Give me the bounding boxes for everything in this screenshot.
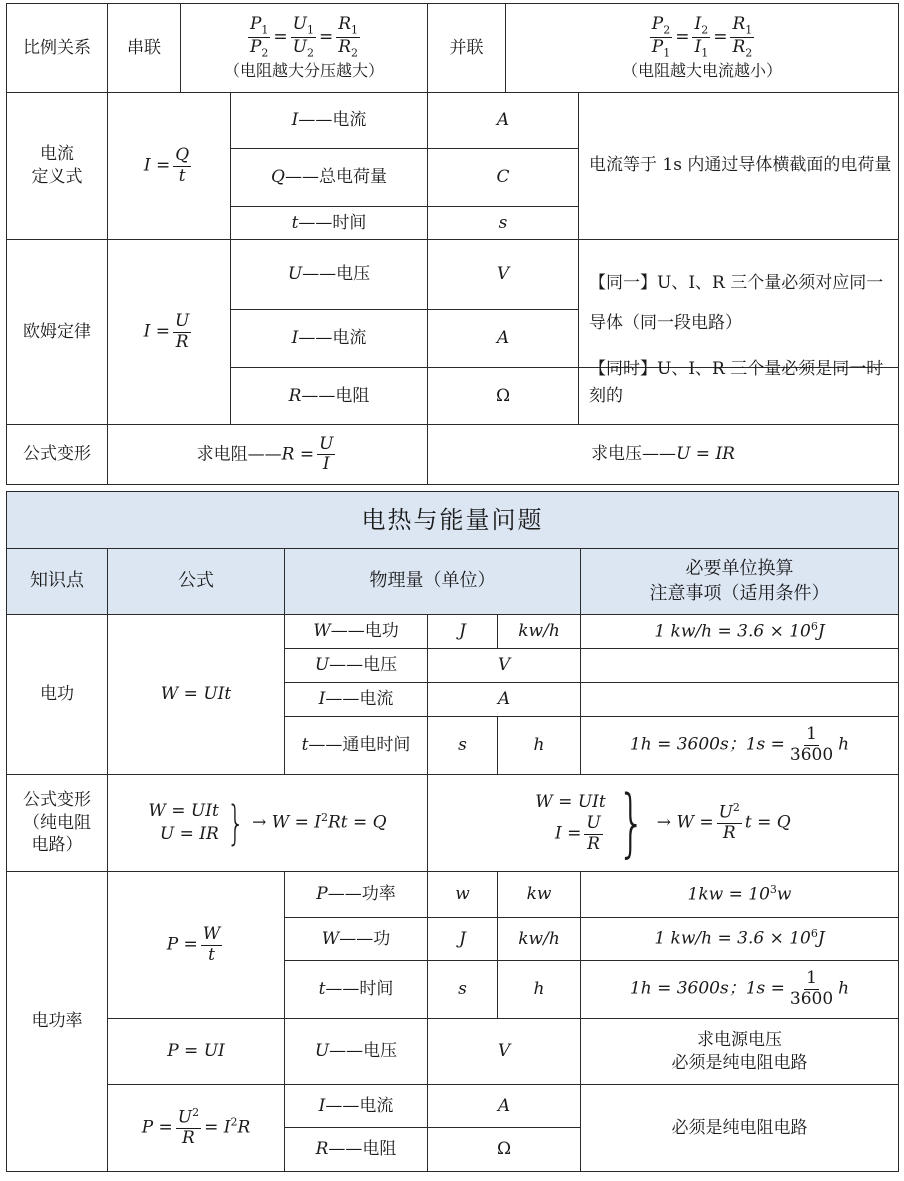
power-label: 电功率 — [7, 872, 108, 1172]
power-row-4 — [7, 1019, 899, 1085]
unit-current: A — [428, 93, 579, 149]
ohm-note-same-conductor: 【同一】U、I、R 三个量必须对应同一导体（同一段电路） — [579, 240, 899, 368]
parallel-note: （电阻越大电流越小） — [622, 60, 783, 80]
unit-work-h: h — [498, 717, 581, 775]
note-power-time-conversion: 1h = 3600s；1s = $\frac{1}{3600}$ h — [581, 961, 899, 1019]
transform-label: 公式变形 — [7, 425, 108, 485]
note-work-conversion: 1 $kw/h = 3.6 \times 10^6J$ — [581, 615, 899, 649]
unit-power-voltage: V — [428, 1019, 581, 1085]
unit-time: s — [428, 207, 579, 240]
unit-work-kwh: kw/h — [498, 615, 581, 649]
note-power-work-conversion: 1 $kw/h = 3.6 \times 10^6J$ — [581, 918, 899, 961]
electric-energy-table — [6, 491, 899, 1172]
unit-power-work-kwh: kw/h — [498, 918, 581, 961]
note-empty-1 — [581, 649, 899, 683]
unit-current-2: A — [428, 310, 579, 368]
current-note: 电流等于 1s 内通过导体横截面的电荷量 — [579, 93, 899, 240]
unit-work-voltage: V — [428, 649, 581, 683]
qty-current: I——电流 — [231, 93, 428, 149]
current-row-1 — [7, 93, 899, 149]
ohm-note-same-time: 【同时】U、I、R 三个量必须是同一时刻的 — [579, 354, 899, 411]
table-title: 电热与能量问题 — [7, 492, 899, 549]
unit-work-s: s — [428, 717, 498, 775]
note-time-conversion: 1h = 3600s；1s = $\frac{1}{3600}$ h — [581, 717, 899, 775]
unit-power-kw: kw — [498, 872, 581, 918]
ratio-row — [7, 4, 899, 93]
qty-power-time: t——时间 — [285, 961, 428, 1019]
note-pure-resistance: 必须是纯电阻电路 — [581, 1085, 899, 1172]
current-formula: I = $\frac{Q}{t}$ — [108, 93, 231, 240]
unit-work-j: J — [428, 615, 498, 649]
qty-work-current: I——电流 — [285, 683, 428, 717]
series-note: （电阻越大分压越大） — [224, 60, 385, 80]
title-row — [7, 492, 899, 549]
unit-voltage: V — [428, 240, 579, 310]
transform-label-2: 公式变形 （纯电阻 电路） — [7, 775, 108, 872]
power-formula-1: P = $\frac{W}{t}$ — [108, 872, 285, 1019]
transform-right-formula: W = UIt I = $\frac{U}{R}$ } → W = $\frac{U^2}{R}$ t = Q — [428, 775, 899, 872]
unit-power-current: A — [428, 1085, 581, 1128]
unit-power-time-s: s — [428, 961, 498, 1019]
qty-power-work: W——功 — [285, 918, 428, 961]
parallel-formula: $\frac{P_2}{P_1}$ = $\frac{I_2}{I_1}$ = $\frac{R_1}{R_2}$ （电阻越大电流越小） — [506, 4, 899, 93]
find-resistance: 求电阻——R = $\frac{U}{I}$ — [108, 425, 428, 485]
transform-left-formula: W = UIt U = IR } → $W = I^2Rt = Q$ — [108, 775, 428, 872]
header-knowledge-point: 知识点 — [7, 549, 108, 615]
transform-row — [7, 425, 899, 485]
circuit-law-table — [6, 3, 899, 485]
work-row-1 — [7, 615, 899, 649]
qty-power: P——功率 — [285, 872, 428, 918]
power-formula-3: P = $\frac{U^2}{R}$ = $I^2R$ — [108, 1085, 285, 1172]
unit-charge: C — [428, 149, 579, 207]
unit-power-w: w — [428, 872, 498, 918]
note-empty-2 — [581, 683, 899, 717]
note-power-conversion: $1kw = 10^3w$ — [581, 872, 899, 918]
work-formula: W = UIt — [108, 615, 285, 775]
ohm-label: 欧姆定律 — [7, 240, 108, 425]
parallel-label: 并联 — [428, 4, 506, 93]
unit-resistance: Ω — [428, 368, 579, 425]
series-label: 串联 — [108, 4, 181, 93]
qty-voltage: U——电压 — [231, 240, 428, 310]
qty-work-voltage: U——电压 — [285, 649, 428, 683]
ohm-formula: I = $\frac{U}{R}$ — [108, 240, 231, 425]
power-row-1 — [7, 872, 899, 918]
unit-work-current: A — [428, 683, 581, 717]
power-row-5 — [7, 1085, 899, 1128]
header-formula: 公式 — [108, 549, 285, 615]
header-row — [7, 549, 899, 615]
unit-power-resistance: Ω — [428, 1128, 581, 1172]
qty-resistance: R——电阻 — [231, 368, 428, 425]
unit-power-work-j: J — [428, 918, 498, 961]
header-quantity: 物理量（单位） — [285, 549, 581, 615]
transform-row-2 — [7, 775, 899, 872]
qty-power-resistance: R——电阻 — [285, 1128, 428, 1172]
find-voltage: 求电压——U = IR — [428, 425, 899, 485]
ohm-row-1 — [7, 240, 899, 310]
header-notes: 必要单位换算 注意事项（适用条件） — [581, 549, 899, 615]
qty-work: W——电功 — [285, 615, 428, 649]
ratio-label: 比例关系 — [7, 4, 108, 93]
note-power-supply: 求电源电压 必须是纯电阻电路 — [581, 1019, 899, 1085]
qty-time: t——时间 — [231, 207, 428, 240]
qty-power-current: I——电流 — [285, 1085, 428, 1128]
qty-current-2: I——电流 — [231, 310, 428, 368]
qty-power-voltage: U——电压 — [285, 1019, 428, 1085]
current-def-label: 电流 定义式 — [7, 93, 108, 240]
series-formula: $\frac{P_1}{P_2}$ = $\frac{U_1}{U_2}$ = $\frac{R_1}{R_2}$ （电阻越大分压越大） — [181, 4, 428, 93]
qty-work-time: t——通电时间 — [285, 717, 428, 775]
work-label: 电功 — [7, 615, 108, 775]
unit-power-time-h: h — [498, 961, 581, 1019]
power-formula-2: P = UI — [108, 1019, 285, 1085]
qty-charge: Q——总电荷量 — [231, 149, 428, 207]
